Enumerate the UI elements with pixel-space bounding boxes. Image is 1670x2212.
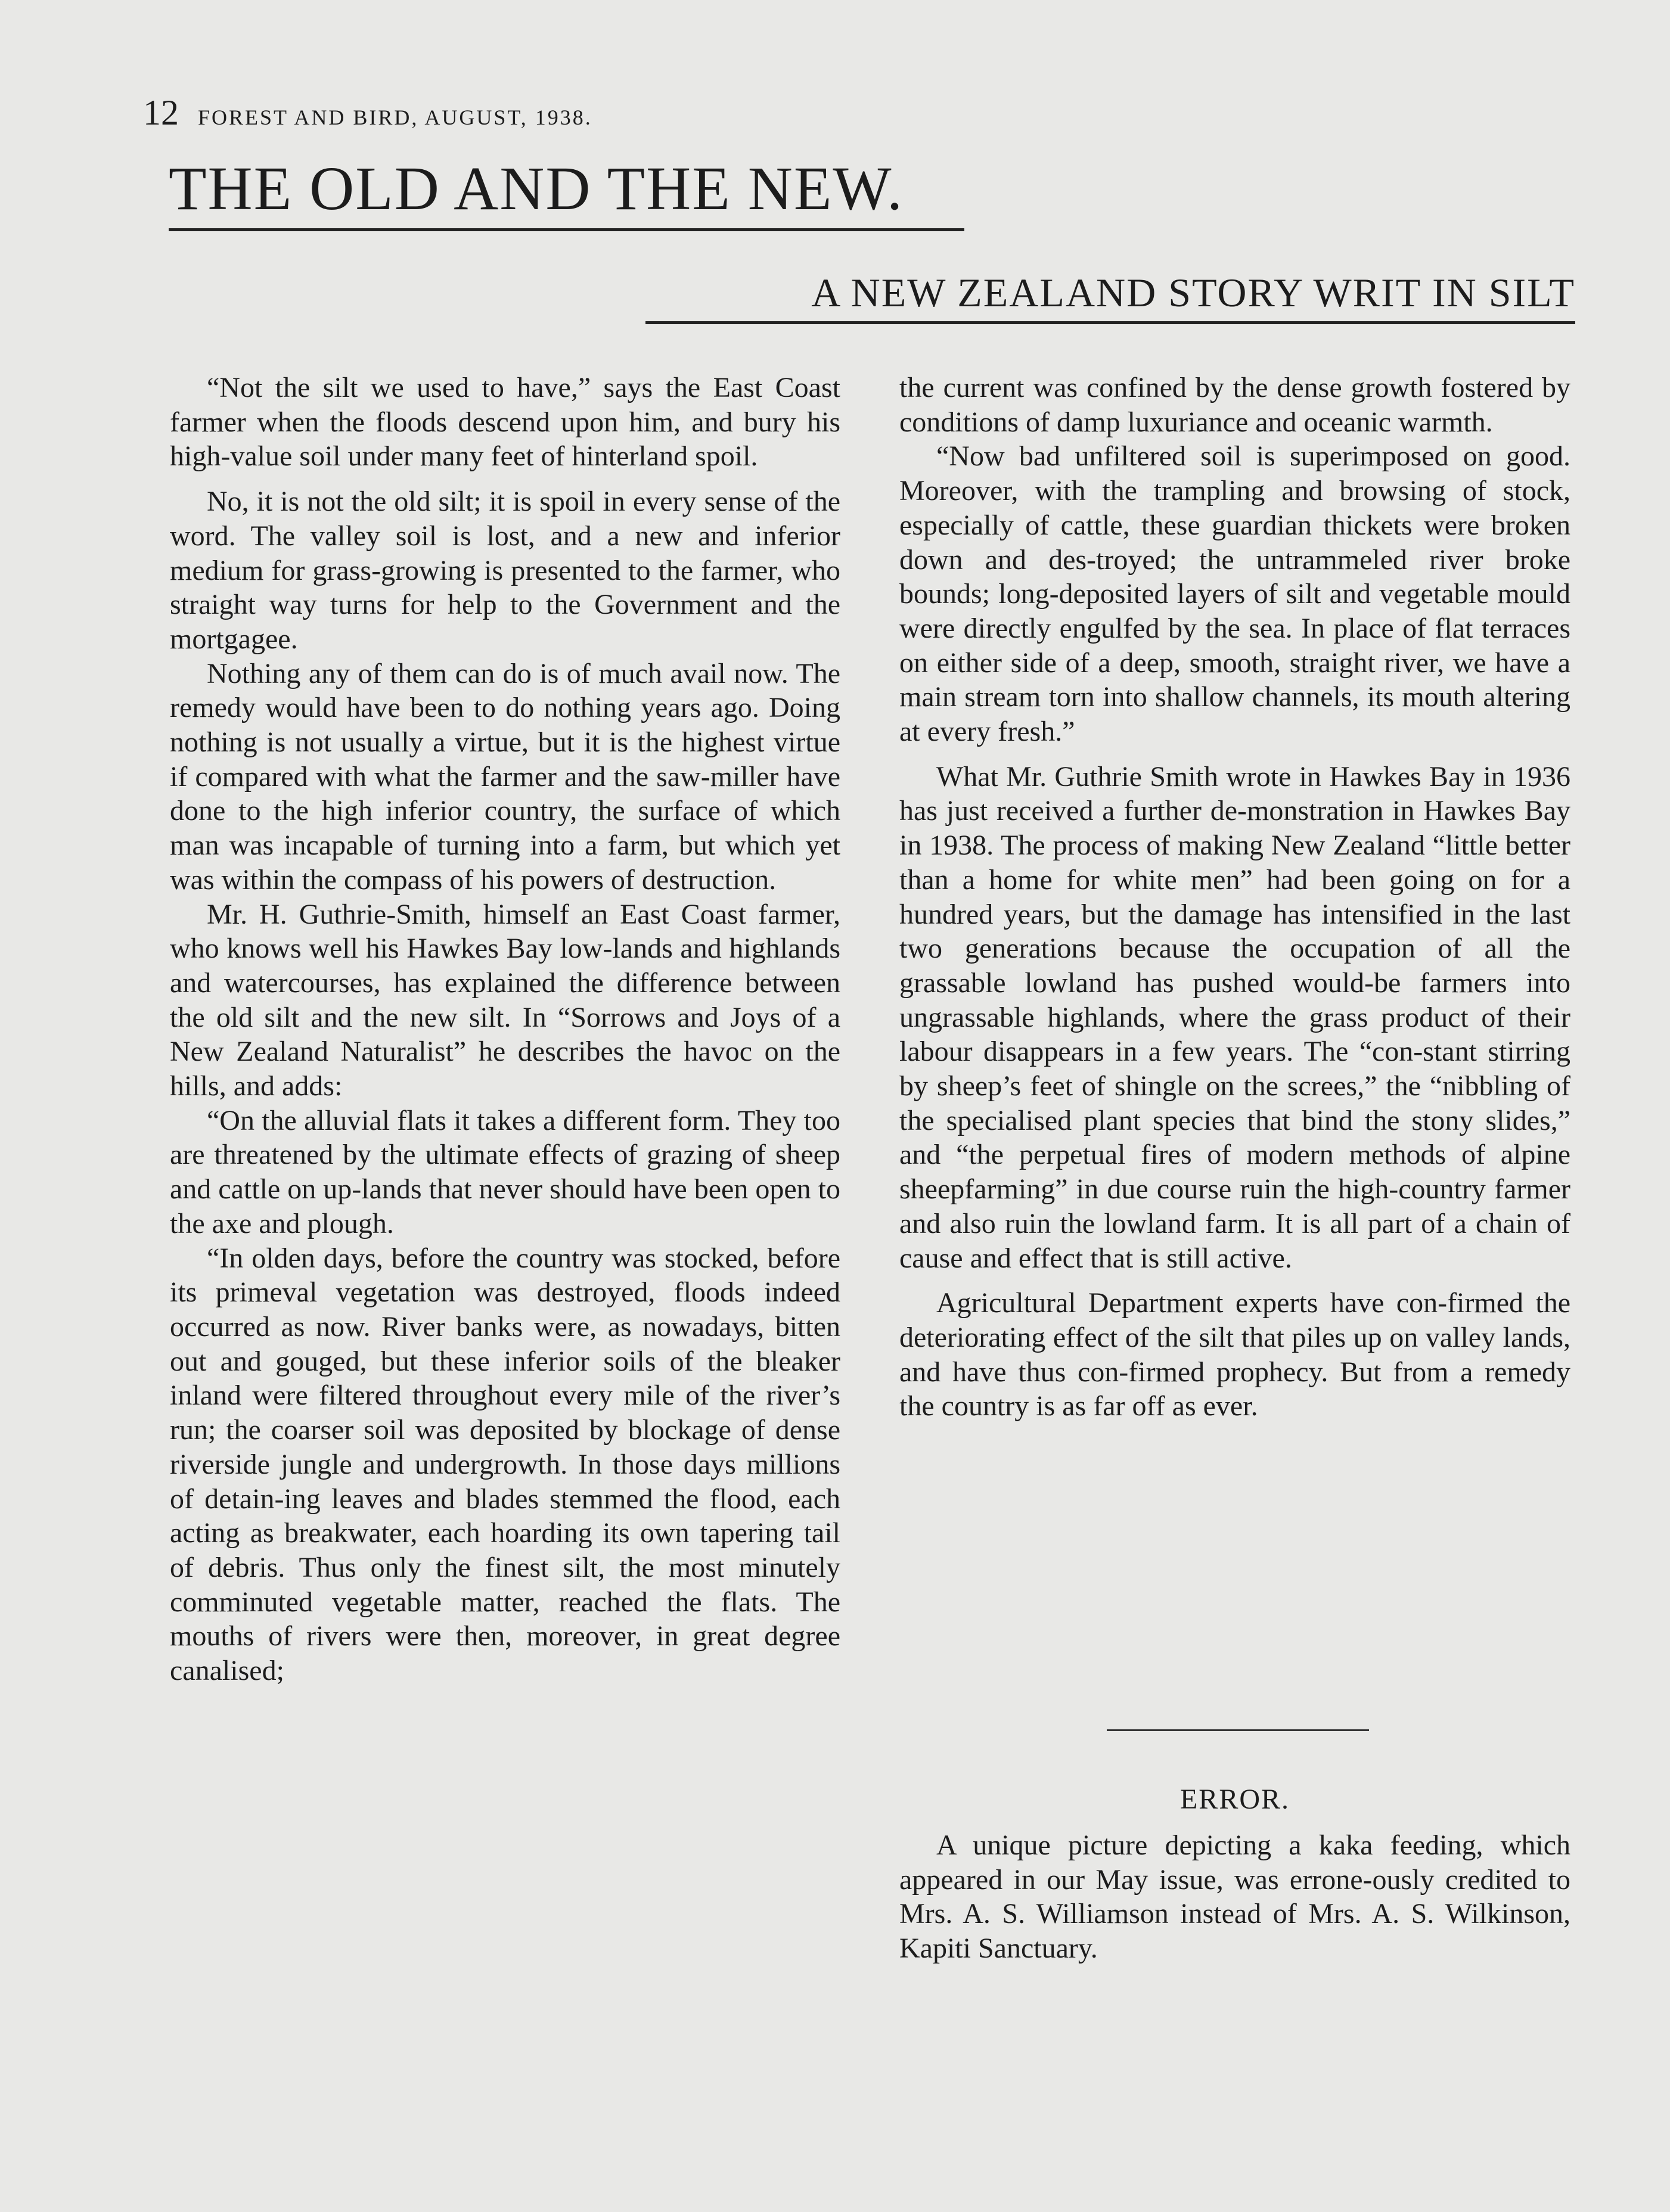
notice-body — [899, 1828, 1570, 1966]
paragraph: No, it is not the old silt; it is spoil in every sense of the word. The valley soil is lost, and a new and inferior medium for grass-growing is presented to the farmer, who straight way turns for help to the Government and the mortgagee. — [170, 486, 840, 655]
running-head: FOREST AND BIRD, AUGUST, 1938. — [198, 105, 592, 129]
notice-title: ERROR. — [1179, 1784, 1290, 1815]
paragraph: “Now bad unfiltered soil is superimposed on good. Moreover, with the trampling and browsing of stock, especially of cattle, these guardian thickets were broken down and des-troyed; the untrammeled river broke bounds; long-deposited layers of silt and vegetable mould were directly engulfed by the sea. In place of flat terraces on either side of a deep, smooth, straight river, we have a main stream torn into shallow channels, its mouth altering at every fresh.” — [899, 440, 1570, 748]
paragraph: What Mr. Guthrie Smith wrote in Hawkes Bay in 1936 has just received a further de-monstration in Hawkes Bay in 1938. The process of making New Zealand “little better than a home for white men” had been going on for a hundred years, but the damage has intensified in the last two generations because the occupation of all the grassable lowland has pushed would-be farmers into ungrassable highlands, where the grass product of their labour disappears in a few years. The “con-stant stirring by sheep’s feet of shingle on the screes,” the “nibbling of the specialised plant species that bind the stony slides,” and “the perpetual fires of modern methods of alpine sheepfarming” in due course ruin the high-country farmer and also ruin the lowland farm. It is all part of a chain of cause and effect that is still active. — [899, 760, 1570, 1274]
right-column — [899, 371, 1570, 1424]
page-number: 12 — [143, 93, 179, 132]
article-subtitle: A NEW ZEALAND STORY WRIT IN SILT — [645, 271, 1575, 324]
paragraph: “In olden days, before the country was stocked, before its primeval vegetation was destroyed, floods indeed occurred as now. River banks were, as nowadays, bitten out and gouged, but these inferior soils of the bleaker inland were filtered throughout every mile of the river’s run; the coarser soil was deposited by blockage of dense riverside jungle and undergrowth. In those days millions of detain-ing leaves and blades stemmed the flood, each acting as breakwater, each hoarding its own tapering tail of debris. Thus only the finest silt, the most minutely comminuted vegetable matter, reached the flats. The mouths of rivers were then, moreover, in great degree canalised; — [170, 1242, 840, 1687]
paragraph: the current was confined by the dense growth fostered by conditions of damp luxuriance and oceanic warmth. — [899, 372, 1570, 438]
paragraph: Mr. H. Guthrie-Smith, himself an East Coast farmer, who knows well his Hawkes Bay low-lands and highlands and watercourses, has explained the difference between the old silt and the new silt. In “Sorrows and Joys of a New Zealand Naturalist” he describes the havoc on the hills, and adds: — [170, 898, 840, 1102]
paragraph: A unique picture depicting a kaka feeding, which appeared in our May issue, was errone-ously credited to Mrs. A. S. Williamson instead of Mrs. A. S. Wilkinson, Kapiti Sanctuary. — [899, 1829, 1570, 1965]
paragraph: “On the alluvial flats it takes a different form. They too are threatened by the ultimate effects of grazing of sheep and cattle on up-lands that never should have been open to the axe and plough. — [170, 1104, 840, 1239]
paragraph: “Not the silt we used to have,” says the East Coast farmer when the floods descend upon him, and bury his high-value soil under many feet of hinterland spoil. — [170, 372, 840, 473]
section-divider — [1107, 1729, 1369, 1731]
article-title: THE OLD AND THE NEW. — [169, 156, 964, 231]
paragraph: Nothing any of them can do is of much avail now. The remedy would have been to do nothing years ago. Doing nothing is not usually a virtue, but it is the highest virtue if compared with what the farmer and the saw-miller have done to the high inferior country, the surface of which man was incapable of turning into a farm, but which yet was within the compass of his powers of destruction. — [170, 657, 840, 896]
paragraph: Agricultural Department experts have con-firmed the deteriorating effect of the silt that piles up on valley lands, and have thus con-firmed prophecy. But from a remedy the country is as far off as ever. — [899, 1287, 1570, 1422]
left-column — [170, 371, 840, 1688]
page-header — [143, 92, 592, 133]
